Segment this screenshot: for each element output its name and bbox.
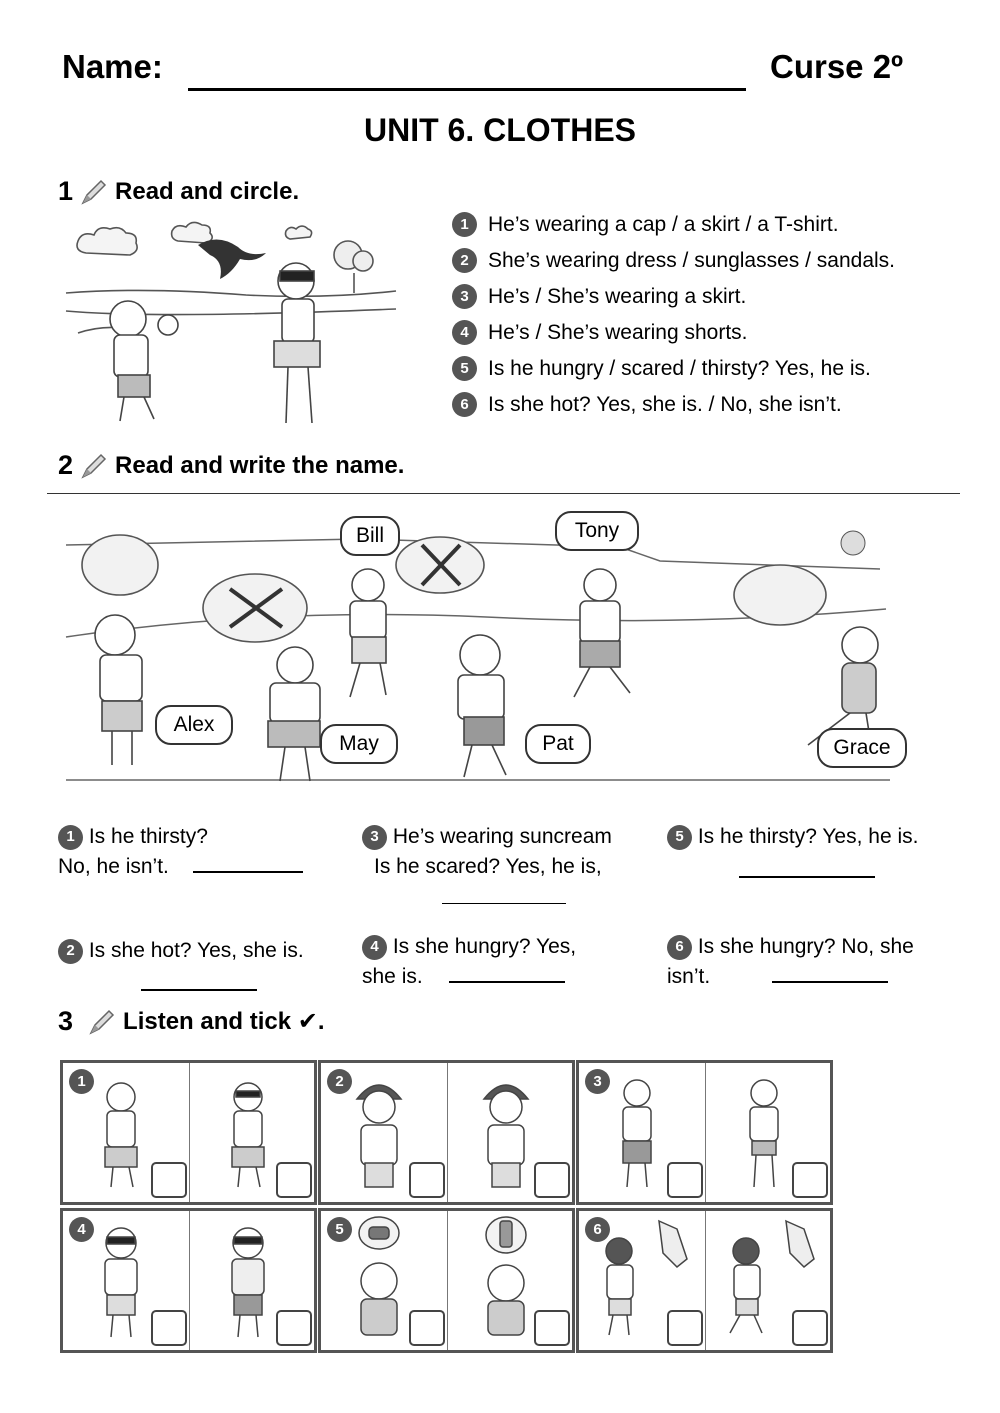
number-badge: 4 [69, 1217, 94, 1242]
name-answer-line[interactable] [188, 88, 746, 91]
section-1-instruction: Read and circle. [115, 177, 300, 205]
number-badge: 1 [58, 825, 83, 850]
tick-box[interactable] [667, 1310, 703, 1346]
sentence-text[interactable]: He’s wearing a cap / a skirt / a T-shirt. [488, 212, 839, 236]
section-2-number: 2 [58, 450, 74, 480]
number-badge: 4 [452, 320, 477, 345]
pencil-icon [87, 1007, 117, 1037]
number-badge: 3 [585, 1069, 610, 1094]
answer-text: Is he scared? Yes, he is, [374, 855, 602, 878]
picture-cell [63, 1063, 190, 1202]
name-label-tony: Tony [555, 511, 639, 551]
section-3-instruction: Listen and tick ✔. [123, 1008, 325, 1035]
tick-box[interactable] [534, 1310, 570, 1346]
tick-box[interactable] [276, 1310, 312, 1346]
picture-cell [190, 1063, 314, 1202]
sentence-item [452, 320, 895, 345]
sentence-text[interactable]: Is he hungry / scared / thirsty? Yes, he is. [488, 356, 871, 380]
tick-box[interactable] [409, 1162, 445, 1198]
pair-5 [318, 1208, 575, 1353]
picture-cell [321, 1211, 448, 1350]
answer-text: No, he isn’t. [58, 855, 169, 878]
sentence-text[interactable]: She’s wearing dress / sunglasses / sandals. [488, 248, 895, 272]
answer-blank[interactable] [772, 981, 888, 983]
sentence-text[interactable]: He’s / She’s wearing a skirt. [488, 284, 747, 308]
sentence-item [452, 284, 895, 309]
section-2-instruction: Read and write the name. [115, 451, 405, 479]
picture-cell [190, 1211, 314, 1350]
number-badge: 3 [362, 825, 387, 850]
section-2-heading [58, 450, 404, 481]
question-text: He’s wearing suncream [392, 825, 612, 848]
number-badge: 2 [58, 939, 83, 964]
number-badge: 2 [327, 1069, 352, 1094]
pair-6 [576, 1208, 833, 1353]
picture-cell [321, 1063, 448, 1202]
sentence-item [452, 212, 895, 237]
pair-1 [60, 1060, 317, 1205]
number-badge: 5 [667, 825, 692, 850]
number-badge: 4 [362, 935, 387, 960]
pair-3 [576, 1060, 833, 1205]
name-label-grace: Grace [817, 728, 907, 768]
picture-cell [63, 1211, 190, 1350]
picture-cell [448, 1063, 572, 1202]
section-1-sentences [452, 212, 895, 417]
number-badge: 6 [585, 1217, 610, 1242]
number-badge: 1 [69, 1069, 94, 1094]
question-text: Is she hot? Yes, she is. [88, 939, 304, 962]
section-1-heading [58, 176, 299, 207]
divider [47, 493, 960, 494]
section-1-number: 1 [58, 176, 74, 206]
answer-blank[interactable] [449, 981, 565, 983]
number-badge: 3 [452, 284, 477, 309]
question-1 [58, 822, 303, 882]
answer-blank[interactable] [442, 903, 566, 904]
tick-box[interactable] [276, 1162, 312, 1198]
pencil-icon [79, 451, 109, 481]
name-label-bill: Bill [340, 516, 400, 556]
answer-text: isn’t. [667, 965, 711, 988]
beach-characters-illustration [60, 505, 940, 795]
answer-blank[interactable] [739, 876, 875, 878]
answer-text: she is. [362, 965, 423, 988]
question-6 [667, 932, 914, 992]
question-text: Is he thirsty? Yes, he is. [697, 825, 919, 848]
section-3-number: 3 [58, 1006, 74, 1036]
tick-box[interactable] [151, 1310, 187, 1346]
name-label: Name: [62, 48, 163, 85]
pair-2 [318, 1060, 575, 1205]
sentence-text[interactable]: He’s / She’s wearing shorts. [488, 320, 748, 344]
picture-cell [448, 1211, 572, 1350]
picture-cell [579, 1211, 706, 1350]
pair-4 [60, 1208, 317, 1353]
picture-cell [706, 1211, 830, 1350]
question-3 [362, 822, 612, 882]
curse-label: Curse 2º [770, 48, 904, 85]
number-badge: 2 [452, 248, 477, 273]
question-text: Is she hungry? No, she [697, 935, 914, 958]
name-label-pat: Pat [525, 724, 591, 764]
name-label-alex: Alex [155, 705, 233, 745]
tick-box[interactable] [667, 1162, 703, 1198]
sentence-item [452, 356, 895, 381]
page-title: UNIT 6. CLOTHES [363, 112, 636, 148]
tick-box[interactable] [151, 1162, 187, 1198]
number-badge: 1 [452, 212, 477, 237]
tick-box[interactable] [792, 1162, 828, 1198]
listen-tick-grid [60, 1060, 835, 1353]
tick-box[interactable] [792, 1310, 828, 1346]
number-badge: 6 [452, 392, 477, 417]
name-label-may: May [320, 724, 398, 764]
number-badge: 5 [452, 356, 477, 381]
question-2 [58, 936, 304, 966]
beach-scene-illustration [58, 215, 403, 435]
number-badge: 5 [327, 1217, 352, 1242]
sentence-item [452, 392, 895, 417]
tick-box[interactable] [409, 1310, 445, 1346]
tick-box[interactable] [534, 1162, 570, 1198]
sentence-text[interactable]: Is she hot? Yes, she is. / No, she isn’t. [488, 392, 842, 416]
sentence-item [452, 248, 895, 273]
pencil-icon [79, 177, 109, 207]
question-text: Is she hungry? Yes, [392, 935, 577, 958]
question-4 [362, 932, 576, 992]
picture-cell [579, 1063, 706, 1202]
answer-blank[interactable] [193, 871, 303, 873]
answer-blank[interactable] [141, 989, 257, 991]
picture-cell [706, 1063, 830, 1202]
section-3-heading [58, 1006, 325, 1037]
question-text: Is he thirsty? [88, 825, 208, 848]
number-badge: 6 [667, 935, 692, 960]
question-5 [667, 822, 918, 852]
